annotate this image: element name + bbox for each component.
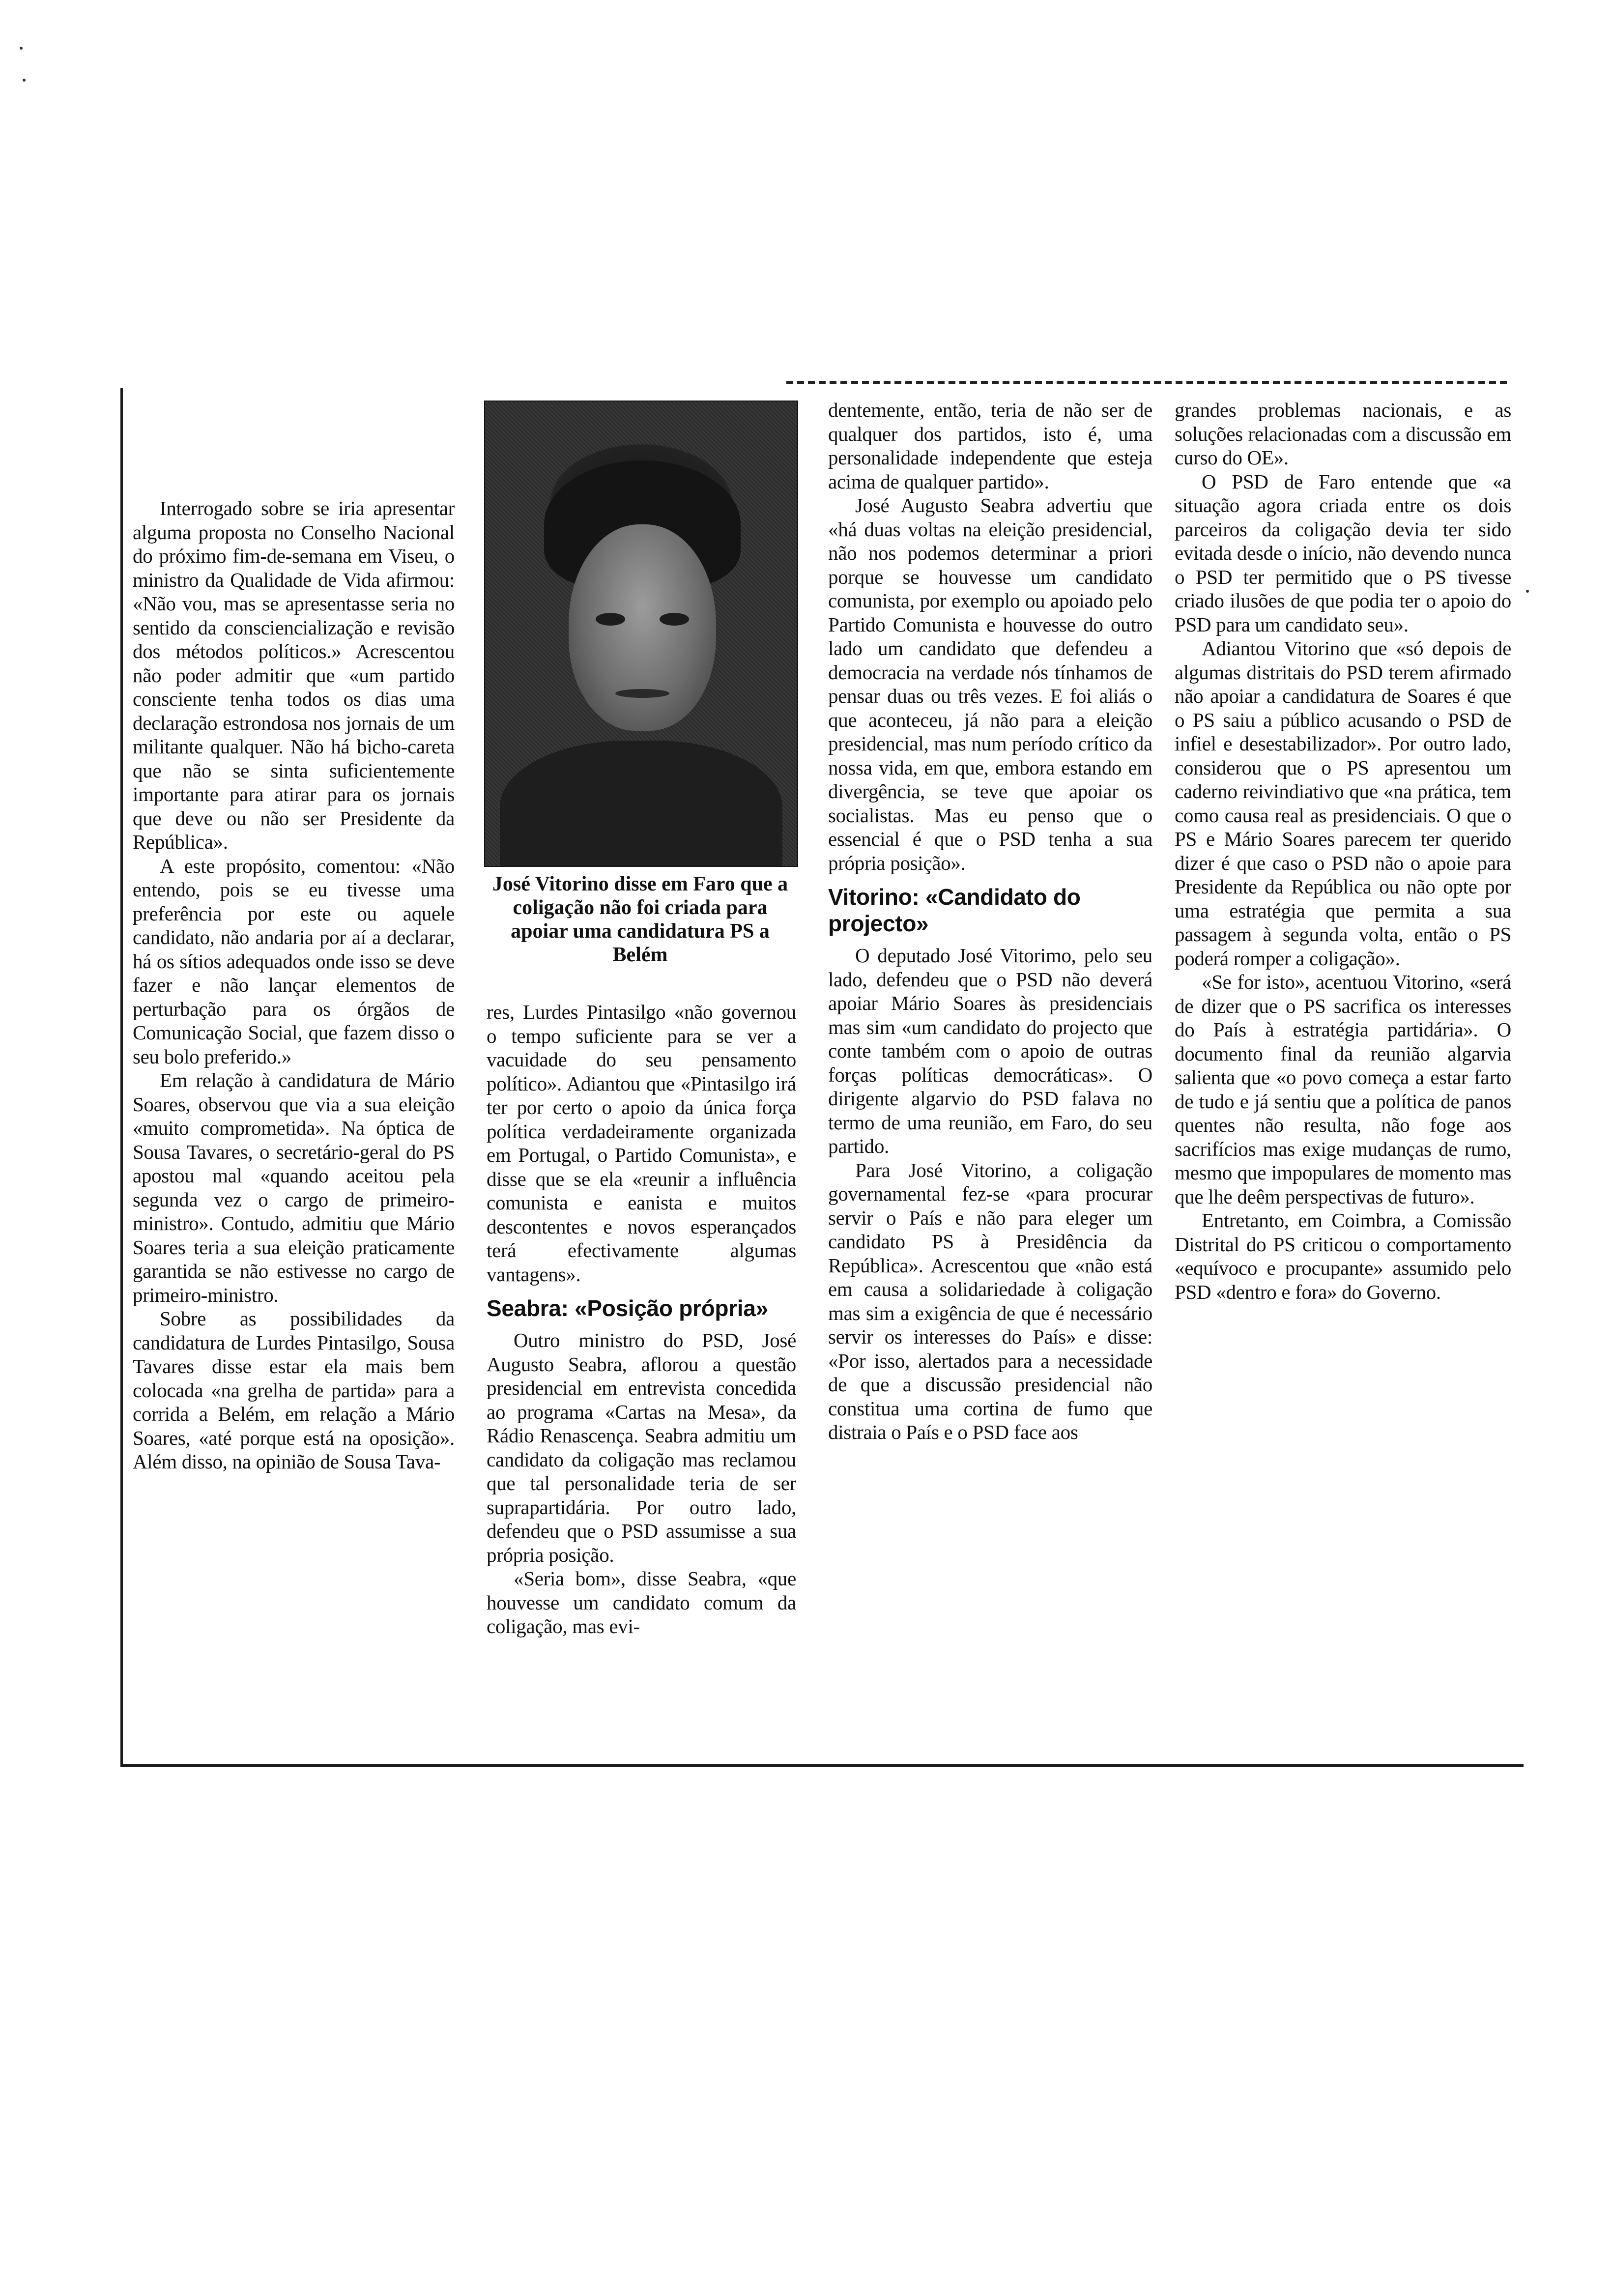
paragraph: «Seria bom», disse Seabra, «que houvesse um candidato comum da coligação, mas evi- [487, 1567, 796, 1637]
paragraph: Outro ministro do PSD, José Augusto Seabra, aflorou a questão presidencial em entrevista concedida ao programa «Cartas na Mesa», da Rádio Renascença. Seabra admitiu um candidato da coligação mas reclamou que tal personalidade teria de ser suprapartidária. Por outro lado, defendeu que o PSD assumisse a sua própria posição. [487, 1329, 796, 1566]
subheading-seabra: Seabra: «Posição própria» [487, 1295, 768, 1321]
paragraph: res, Lurdes Pintasilgo «não governou o tempo suficiente para se ver a vacuidade do seu pensamento político». Adiantou que «Pintasilgo irá ter por certo o apoio da única força política verdadeiramente organizada em Portugal, o Partido Comunista», e disse que se ela «reunir a influência comunista e eanista e muitos descontentes e novos esperançados terá efectivamente algumas vantagens». [487, 1001, 796, 1286]
paragraph: Adiantou Vitorino que «só depois de algumas distritais do PSD terem afirmado não apoiar a candidatura de Soares é que o PS saiu a público acusando o PSD de infiel e desestabilizador». Por outro lado, considerou que o PS apresentou um caderno reivindiativo que «na prática, tem como causa real as presidenciais. O que o PS e Mário Soares parecem ter querido dizer é que caso o PSD não o apoie para Presidente da República ou não opte por uma estratégia que permita a sua passagem à segunda volta, então o PS poderá romper a coligação». [1175, 637, 1511, 970]
paragraph: dentemente, então, teria de não ser de qualquer dos partidos, isto é, uma personalidade independente que esteja acima de qualquer partido». [828, 399, 1152, 493]
paragraph: A este propósito, comentou: «Não entendo, pois se eu tivesse uma preferência por este ou aquele candidato, não andaria por aí a declarar, há os sítios adequados onde isso se deve fazer e não lançar elementos de perturbação para os órgãos de Comunicação Social, que fazem disso o seu bolo preferido.» [133, 854, 455, 1068]
subheading-vitorino: Vitorino: «Candidato do projecto» [828, 884, 1081, 936]
scan-speck [20, 47, 23, 50]
paragraph: grandes problemas nacionais, e as soluções relacionadas com a discussão em curso do OE». [1175, 399, 1511, 469]
paragraph: Entretanto, em Coimbra, a Comissão Distrital do PS criticou o comportamento «equívoco e procupante» assumido pelo PSD «dentro e fora» do Governo. [1175, 1209, 1511, 1303]
paragraph: Em relação à candidatura de Mário Soares, observou que via a sua eleição «muito comprometida». Na óptica de Sousa Tavares, o secretário-geral do PS apostou mal «quando aceitou pela segunda vez o cargo de primeiro-ministro». Contudo, admitiu que Mário Soares teria a sua eleição praticamente garantida se não estivesse no cargo de primeiro-ministro. [133, 1069, 455, 1306]
paragraph: Interrogado sobre se iria apresentar alguma proposta no Conselho Nacional do próximo fim-de-semana em Viseu, o ministro da Qualidade de Vida afirmou: «Não vou, mas se apresentasse seria no sentido da consciencialização e revisão dos métodos políticos.» Acrescentou não poder admitir que «um partido consciente tenha todos os dias uma declaração estrondosa nos jornais de um militante qualquer. Não há bicho-careta que não se sinta suficientemente importante para atirar para os jornais que deve ou não ser Presidente da República». [133, 497, 455, 853]
paragraph: Sobre as possibilidades da candidatura de Lurdes Pintasilgo, Sousa Tavares disse estar ela mais bem colocada «na grelha de partida» para a corrida a Belém, em relação a Mário Soares, «até porque está na oposição». Além disso, na opinião de Sousa Tava- [133, 1307, 455, 1473]
scan-speck [1526, 590, 1529, 593]
article-column-2 [487, 1000, 796, 1638]
paragraph: «Se for isto», acentuou Vitorino, «será de dizer que o PS sacrifica os interesses do País à estratégia partidária». O documento final da reunião algarvia salienta que «o povo começa a estar farto de tudo e já sentiu que a política de panos quentes não resulta, não foge aos sacrifícios mas exige mudanças de rumo, mesmo que impopulares de momento mas que lhe deêm perspectivas de futuro». [1175, 971, 1511, 1208]
photo-caption: José Vitorino disse em Faro que a coligação não foi criada para apoiar uma candidatura PS a Belém [492, 873, 788, 966]
article-column-3 [828, 398, 1152, 1444]
scan-speck [23, 79, 26, 82]
article-column-4 [1175, 398, 1511, 1304]
portrait-photo [484, 401, 798, 867]
paragraph: José Augusto Seabra advertiu que «há duas voltas na eleição presidencial, não nos podemos determinar a priori porque se houvesse um candidato comunista, por exemplo ou apoiado pelo Partido Comunista e houvesse do outro lado um candidato que defendeu a democracia na verdade nós tínhamos de pensar duas ou três vezes. E foi aliás o que aconteceu, já não para a eleição presidencial, mas num período crítico da nossa vida, em que, embora estando em divergência, se teve que apoiar os socialistas. Mas eu penso que o essencial é que o PSD tenha a sua própria posição». [828, 494, 1152, 874]
paragraph: Para José Vitorino, a coligação governamental fez-se «para procurar servir o País e não para eleger um candidato PS à Presidência da República». Acrescentou que «não está em causa a solidariedade à coligação mas sim a exigência de que é necessário servir os interesses do País» e disse: «Por isso, alertados para a necessidade de que a discussão presidencial não constitua uma cortina de fumo que distraia o País e o PSD face aos [828, 1158, 1152, 1443]
paragraph: O PSD de Faro entende que «a situação agora criada entre os dois parceiros da coligação devia ter sido evitada desde o início, não devendo nunca o PSD ter permitido que o PS tivesse criado ilusões de que podia ter o apoio do PSD para um candidato seu». [1175, 470, 1511, 636]
paragraph: O deputado José Vitorimo, pelo seu lado, defendeu que o PSD não deverá apoiar Mário Soares às presidenciais mas sim «um candidato do projecto que conte também com o apoio de outras forças políticas democráticas». O dirigente algarvio do PSD falava no termo de uma reunião, em Faro, do seu partido. [828, 944, 1152, 1157]
article-column-1 [133, 496, 455, 1474]
clipping-top-edge [786, 381, 1509, 384]
